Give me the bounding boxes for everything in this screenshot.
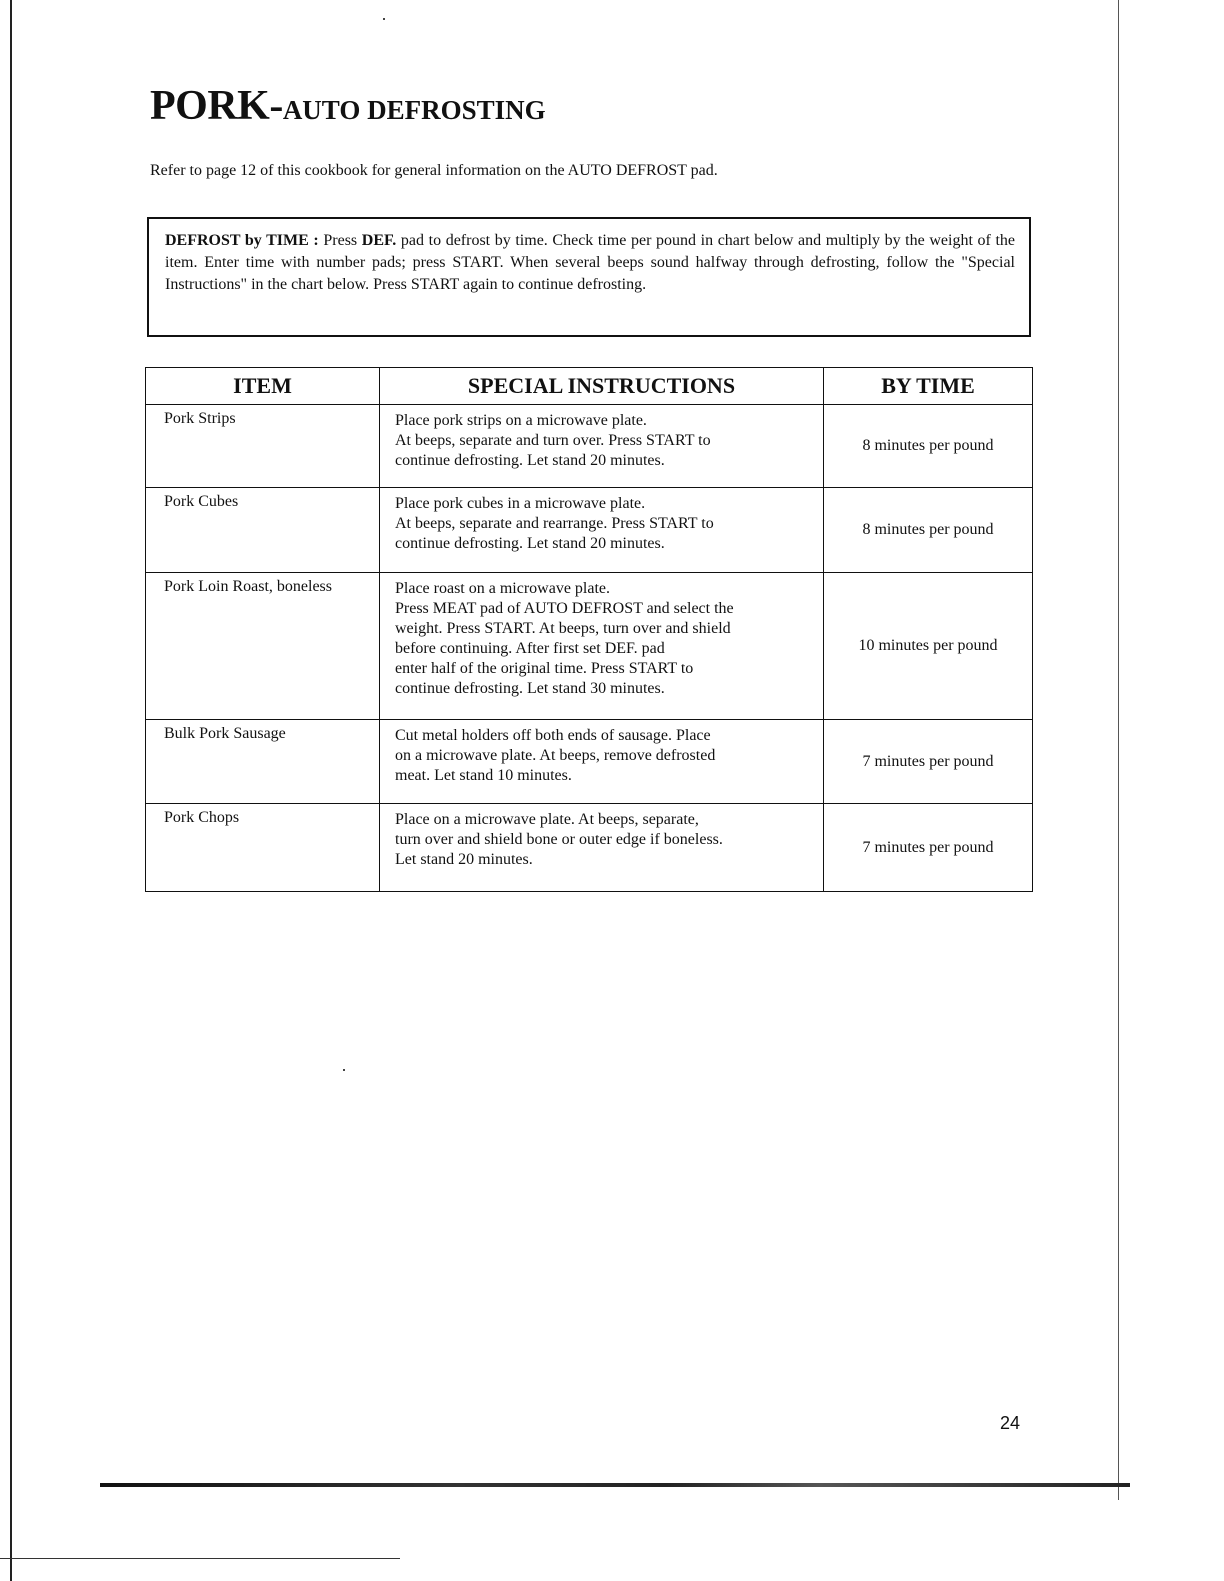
- defrost-label: DEFROST by TIME :: [165, 232, 319, 249]
- instruction-line: Place pork cubes in a microwave plate.: [395, 495, 646, 512]
- instruction-line: Place roast on a microwave plate.: [395, 580, 611, 597]
- table-row: [146, 804, 1033, 892]
- instructions-cell: [380, 488, 824, 573]
- instructions-cell: [380, 804, 824, 892]
- item-cell: Bulk Pork Sausage: [146, 720, 380, 804]
- page-number: 24: [1000, 1413, 1021, 1433]
- instruction-line: continue defrosting. Let stand 20 minutes.: [395, 535, 665, 552]
- instruction-line: weight. Press START. At beeps, turn over and shield: [395, 620, 731, 637]
- by-time-cell: 7 minutes per pound: [824, 804, 1033, 892]
- bottom-edge-line: [0, 1558, 400, 1559]
- instruction-line: Cut metal holders off both ends of sausage. Place: [395, 727, 711, 744]
- instructions-cell: [380, 573, 824, 720]
- instruction-line: Let stand 20 minutes.: [395, 851, 533, 868]
- instruction-line: continue defrosting. Let stand 30 minutes.: [395, 680, 665, 697]
- scan-speck: [383, 18, 385, 20]
- title-sub: AUTO DEFROSTING: [282, 95, 546, 125]
- instruction-line: meat. Let stand 10 minutes.: [395, 767, 572, 784]
- by-time-cell: 8 minutes per pound: [824, 488, 1033, 573]
- header-special-instructions: SPECIAL INSTRUCTIONS: [380, 368, 824, 405]
- table-row: [146, 488, 1033, 573]
- table-row: [146, 720, 1033, 804]
- instruction-line: Place pork strips on a microwave plate.: [395, 412, 647, 429]
- instructions-cell: [380, 405, 824, 488]
- instruction-line: continue defrosting. Let stand 20 minutes.: [395, 452, 665, 469]
- defrost-chart: [145, 367, 1033, 892]
- instruction-line: on a microwave plate. At beeps, remove defrosted: [395, 747, 716, 764]
- scan-speck: [343, 1069, 345, 1071]
- by-time-cell: 7 minutes per pound: [824, 720, 1033, 804]
- instruction-line: Press MEAT pad of AUTO DEFROST and select the: [395, 600, 734, 617]
- header-by-time: BY TIME: [824, 368, 1033, 405]
- header-item: ITEM: [146, 368, 380, 405]
- defrost-pre: Press: [318, 232, 362, 249]
- instructions-cell: [380, 720, 824, 804]
- title-main: PORK-: [150, 83, 283, 129]
- page-title: [150, 82, 546, 130]
- defrost-text: pad to defrost by time. Check time per pound in chart below and multiply by the weight of the item. Enter time with number pads; press START. When several beeps sound halfway through defrosting, follow the "Special Instructions" in the chart below. Press START again to continue defrosting.: [165, 232, 1015, 293]
- defrost-by-time-box: [147, 217, 1031, 337]
- page-left-edge: [10, 0, 12, 1581]
- item-cell: Pork Chops: [146, 804, 380, 892]
- by-time-cell: 8 minutes per pound: [824, 405, 1033, 488]
- item-cell: Pork Cubes: [146, 488, 380, 573]
- bottom-rule: [100, 1483, 1130, 1487]
- def-pad-label: DEF.: [361, 232, 397, 249]
- chart-header-row: [146, 368, 1033, 405]
- intro-text: Refer to page 12 of this cookbook for general information on the AUTO DEFROST pad.: [150, 162, 718, 179]
- item-cell: Pork Strips: [146, 405, 380, 488]
- instruction-line: At beeps, separate and turn over. Press START to: [395, 432, 711, 449]
- instruction-line: At beeps, separate and rearrange. Press START to: [395, 515, 714, 532]
- instruction-line: before continuing. After first set DEF. pad: [395, 640, 665, 657]
- page-right-edge: [1118, 0, 1119, 1500]
- item-cell: Pork Loin Roast, boneless: [146, 573, 380, 720]
- by-time-cell: 10 minutes per pound: [824, 573, 1033, 720]
- instruction-line: turn over and shield bone or outer edge if boneless.: [395, 831, 723, 848]
- table-row: [146, 573, 1033, 720]
- instruction-line: enter half of the original time. Press START to: [395, 660, 694, 677]
- table-row: [146, 405, 1033, 488]
- instruction-line: Place on a microwave plate. At beeps, separate,: [395, 811, 699, 828]
